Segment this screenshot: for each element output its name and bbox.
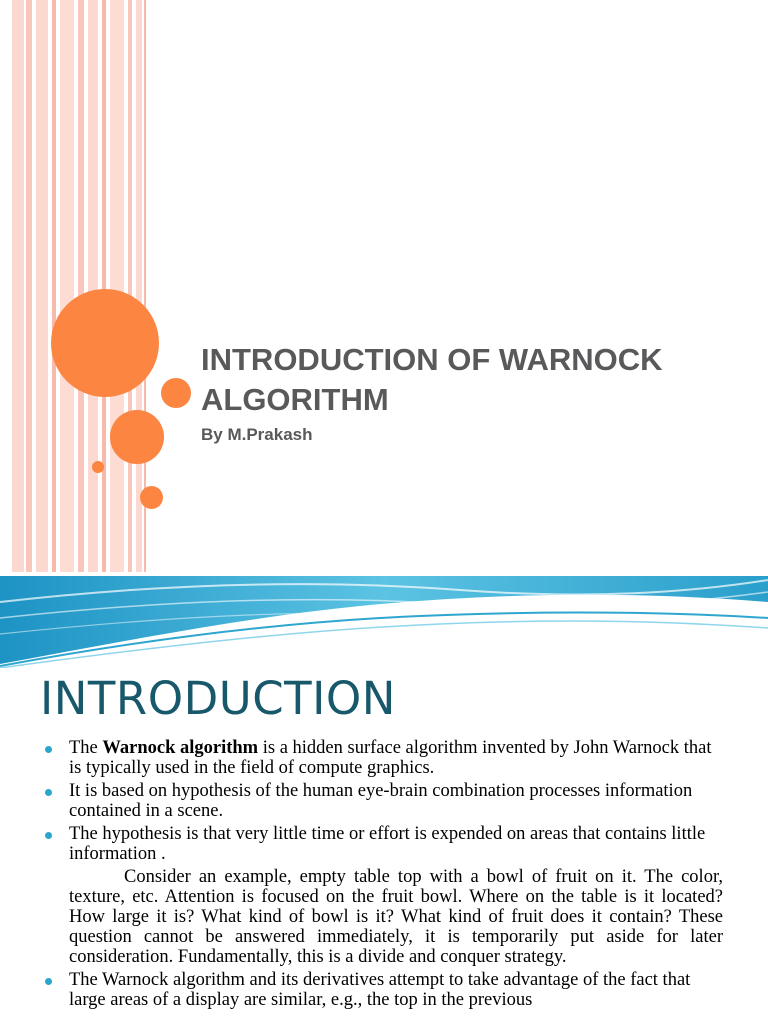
bullet-item: It is based on hypothesis of the human eye-brain combination processes information contained in a scene. bbox=[41, 781, 723, 821]
decorative-stripes bbox=[0, 0, 150, 576]
bullet-item: The Warnock algorithm and its derivatives attempt to take advantage of the fact that large areas of a display are similar, e.g., the top in the previous bbox=[41, 970, 723, 1010]
bullet-dot-icon bbox=[45, 746, 52, 753]
tiny-orange-circle bbox=[92, 461, 104, 473]
section-heading: INTRODUCTION bbox=[40, 672, 396, 725]
large-orange-circle bbox=[51, 289, 159, 397]
small-orange-circle-lower bbox=[140, 486, 163, 509]
bullet-dot-icon bbox=[45, 978, 52, 985]
bold-term: Warnock algorithm bbox=[102, 738, 259, 758]
bullet-item: The Warnock algorithm is a hidden surface algorithm invented by John Warnock that is typically used in the field of compute graphics. bbox=[41, 738, 723, 778]
content-slide bbox=[0, 576, 768, 1024]
bullet-dot-icon bbox=[45, 789, 52, 796]
bullet-dot-icon bbox=[45, 832, 52, 839]
example-paragraph: Consider an example, empty table top with a bowl of fruit on it. The color, texture, etc. Attention is focused on the fruit bowl. Where on the table is it located? How large it is? What kind of bowl is it? What kind of fruit does it contain? These question cannot be answered immediately, it is temporarily put aside for later consideration. Fundamentally, this is a divide and conquer strategy. bbox=[69, 867, 723, 967]
content-body bbox=[41, 738, 723, 1013]
small-orange-circle bbox=[161, 378, 191, 408]
bullet-item: The hypothesis is that very little time or effort is expended on areas that contains little information . bbox=[41, 824, 723, 864]
slide-subtitle: By M.Prakash bbox=[201, 425, 313, 444]
medium-orange-circle bbox=[110, 410, 164, 464]
slide-title: INTRODUCTION OF WARNOCK ALGORITHM bbox=[201, 342, 663, 417]
